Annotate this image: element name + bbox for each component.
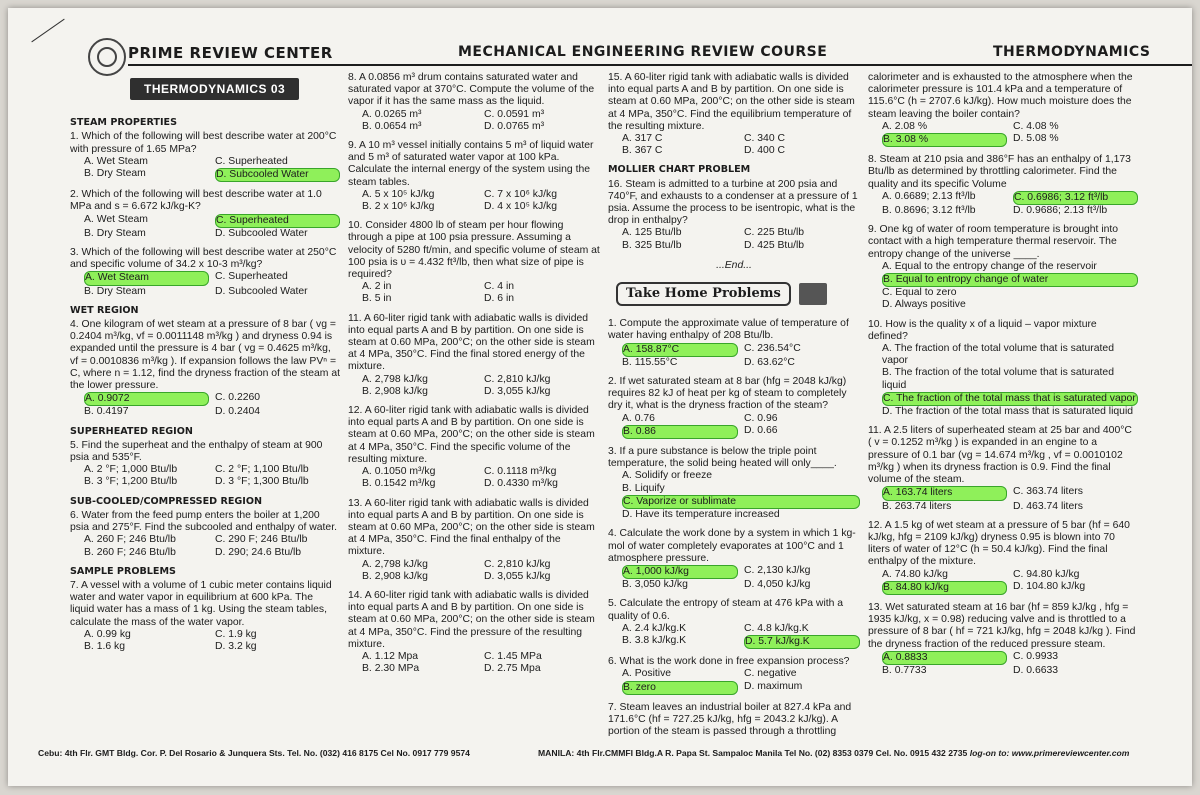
answer-option-selected[interactable]: D. 5.7 kJ/kg.K [744,635,860,649]
question [348,590,600,675]
answer-option[interactable]: B. 0.1542 m³/kg [362,478,436,490]
question-text: 13. A 60-liter rigid tank with adiabatic walls is divided into equal parts A and B by partition. On one side is steam at 0.60 MPa, 200°C; on the other side is steam at 4 MPa, 350°C. Find the final enthalpy of the mixture. [348,497,595,558]
answer-option[interactable]: A. 74.80 kJ/kg [882,568,948,580]
question [868,520,1138,595]
answer-options [348,109,600,133]
answer-options [70,392,340,418]
answer-option-selected[interactable]: A. 163.74 liters [882,486,1007,500]
question-text: 1. Which of the following will best describe water at 200°C with pressure of 1.65 MPa? [70,131,337,155]
header-rule [128,64,1192,66]
question-text: 2. Which of the following will best describe water at 1.0 MPa and s = 6.672 kJ/kg-K? [70,189,322,213]
question [608,702,860,739]
answer-option-selected[interactable]: B. 0.86 [622,425,738,439]
question-text: 11. A 2.5 liters of superheated steam at 25 bar and 400°C ( v = 0.1252 m³/kg ) is expanded in an engine to a pressure of 0.1 bar (vg = 14.674 m³/kg , vf = 0.0010102 m³/kg ) when its dryness fraction is 0.9. Find the final volume of the steam. [868,425,1132,486]
answer-option[interactable]: A. 125 Btu/lb [622,227,682,239]
question [70,580,340,653]
answer-option[interactable]: B. 2.30 MPa [362,663,420,675]
question-text: 11. A 60-liter rigid tank with adiabatic walls is divided into equal parts A and B by partition. On one side is steam at 0.60 MPa, 200°C; on the other side is steam at 4 MPa, 350°C. Find the final stored energy of the mixture. [348,312,595,373]
answer-option[interactable]: B. 3,050 kJ/kg [622,579,688,591]
answer-option[interactable]: D. 3,055 kJ/kg [484,570,551,582]
answer-option[interactable]: B. 115.55°C [622,356,678,368]
question-text: 6. Water from the feed pump enters the boiler at 1,200 psia and 275°F. Find the subcooled and enthalpy of water. [70,509,337,534]
question-text: 2. If wet saturated steam at 8 bar (hfg = 2048 kJ/kg) requires 82 kJ of heat per kg of steam to completely dry it, what is the dryness fraction of the steam? [608,376,847,412]
question-text: 13. Wet saturated steam at 16 bar (hf = 859 kJ/kg , hfg = 1935 kJ/kg, x = 0.98) reducing valve and is throttled to a pressure of 8 bar ( hf = 721 kJ/kg, hfg = 2048 kJ/kg ). Find the dryness fraction of the reduced pressure steam. [868,601,1136,650]
answer-option[interactable]: C. 7 x 10⁶ kJ/kg [484,188,557,200]
answer-option[interactable]: D. 400 C [744,145,786,157]
answer-options [608,668,860,694]
answer-options [348,189,600,213]
section-heading: STEAM PROPERTIES [70,117,178,129]
answer-option[interactable]: D. 0.2404 [215,406,261,418]
question-text: 10. How is the quality x of a liquid – vapor mixture defined? [868,318,1097,342]
answer-options [348,281,600,305]
answer-option[interactable]: D. 0.9686; 2.13 ft³/lb [1013,205,1108,217]
question-text: 7. A vessel with a volume of 1 cubic meter contains liquid water and water vapor in equilibrium at 600 kPa. The liquid water has a mass of 1 kg. Using the steam tables, calculate the mass of the water vapor. [70,579,332,628]
question [868,602,1138,677]
answer-options [608,227,860,251]
answer-option[interactable]: B. 3.8 kJ/kg.K [622,634,687,646]
answer-option[interactable]: C. 2,130 kJ/kg [744,564,811,576]
answer-option[interactable]: D. Subcooled Water [215,285,308,297]
question-text: 10. Consider 4800 lb of steam per hour flowing through a pipe at 100 psia pressure. Assuming a velocity of 5280 ft/min, and specific volume of steam at 100 psia is υ = 4.432 ft³/lb, then what size of pipe is required? [348,220,600,281]
section-heading: WET REGION [70,304,139,316]
answer-option[interactable]: A. The fraction of the total volume that is saturated vapor [882,343,1114,367]
question-text: 9. One kg of water of room temperature is brought into contact with a high temperature thermal reservoir. The entropy change of the universe ____. [868,224,1119,260]
question-text: 5. Find the superheat and the enthalpy of steam at 900 psia and 535°F. [70,439,323,464]
answer-option[interactable]: D. 2.75 Mpa [484,663,541,675]
answer-option[interactable]: C. 0.2260 [215,392,261,404]
question [70,319,340,419]
section-heading: SUB-COOLED/COMPRESSED REGION [70,495,263,507]
section-heading: SAMPLE PROBLEMS [70,565,176,577]
answer-option[interactable]: A. 2,798 kJ/kg [362,558,428,570]
answer-option[interactable]: D. 0.66 [744,424,778,436]
footer-cebu: Cebu: 4th Flr. GMT Bldg. Cor. P. Del Rosario & Junquera Sts. Tel. No. (032) 416 8175 Cel No. 0917 779 9574 [38,748,470,758]
answer-option[interactable]: B. 2 x 10⁶ kJ/kg [362,201,435,213]
answer-option[interactable]: B. Dry Steam [84,227,146,239]
answer-option[interactable]: C. 0.1118 m³/kg [484,466,557,478]
question [608,446,860,521]
footer-manila [538,748,1129,758]
answer-options [868,343,1138,418]
answer-option[interactable]: B. 1.6 kg [84,640,126,652]
answer-options [70,629,340,653]
header-right-title: THERMODYNAMICS [993,44,1151,60]
answer-option[interactable]: C. 2,810 kJ/kg [484,558,551,570]
column-4 [868,72,1138,684]
answer-option-selected[interactable]: A. 0.9072 [84,392,209,406]
answer-option[interactable]: D. 6 in [484,293,515,305]
answer-option-selected[interactable]: C. The fraction of the total mass that is saturated vapor [882,392,1138,406]
answer-options [70,534,340,558]
answer-option[interactable]: C. 340 C [744,133,786,145]
answer-options [868,569,1138,595]
answer-option[interactable]: C. 225 Btu/lb [744,227,805,239]
answer-option[interactable]: D. maximum [744,680,803,692]
answer-options [868,651,1138,677]
question [608,528,860,591]
answer-option[interactable]: B. Dry Steam [84,285,146,297]
question-text: 16. Steam is admitted to a turbine at 200 psia and 740°F, and exhausts to a condenser at a pressure of 1 psia. Assume the process to be isentropic, what is the drop in enthalpy? [608,178,858,227]
answer-option[interactable]: A. 2.08 % [882,120,928,132]
question-text: 15. A 60-liter rigid tank with adiabatic walls is divided into equal parts A and B by partition. On one side is steam at 0.60 MPa, 200°C; on the other side is steam at 4 MPa, 350°C. Find the equilibrium temperature of the resulting mixture. [608,72,855,132]
question [608,318,860,369]
answer-options [348,466,600,490]
question-text: 9. A 10 m³ vessel initially contains 5 m³ of liquid water and 5 m³ of saturated water vapor at 100 kPa. Calculate the internal energy of the system using the steam tables. [348,140,594,188]
question [348,498,600,583]
answer-option[interactable]: C. 0.0591 m³ [484,108,545,120]
question [348,405,600,490]
section-badge: THERMODYNAMICS 03 [130,78,299,100]
answer-option[interactable]: C. 236.54°C [744,342,801,354]
answer-option[interactable]: B. 0.0654 m³ [362,120,422,132]
question-text: 12. A 1.5 kg of wet steam at a pressure of 5 bar (hf = 640 kJ/kg, hfg = 2109 kJ/kg) dryness 0.95 is blown into 70 liters of water of 12°C (h = 50.4 kJ/kg). Find the final enthalpy of the mixture. [868,519,1130,568]
answer-option[interactable]: B. 0.4197 [84,406,129,418]
answer-option[interactable]: C. 0.96 [744,412,778,424]
answer-option[interactable]: C. 2 °F; 1,100 Btu/lb [215,464,309,476]
answer-option[interactable]: A. 5 x 10⁵ kJ/kg [362,188,435,200]
answer-option[interactable]: B. Dry Steam [84,168,146,180]
answer-options [70,156,340,182]
answer-option[interactable]: D. 290; 24.6 Btu/lb [215,546,302,558]
answer-option[interactable]: B. 260 F; 246 Btu/lb [84,546,176,558]
answer-option[interactable]: A. Wet Steam [84,213,148,225]
answer-option-selected[interactable]: C. 0.6986; 3.12 ft³/lb [1013,191,1138,205]
column-1 [70,72,340,660]
answer-option-selected[interactable]: D. Subcooled Water [215,168,340,182]
answer-options [608,133,860,157]
section-heading: SUPERHEATED REGION [70,425,193,437]
question-text: 6. What is the work done in free expansion process? [608,656,850,668]
question [868,319,1138,419]
answer-option[interactable]: B. 2,908 kJ/kg [362,385,428,397]
answer-option[interactable]: D. 3,055 kJ/kg [484,385,551,397]
answer-option[interactable]: D. The fraction of the total mass that is saturated liquid [882,406,1134,418]
answer-option[interactable]: D. 0.0765 m³ [484,120,545,132]
question [348,313,600,398]
take-home-banner [616,282,860,306]
question [348,220,600,305]
question-text: 3. If a pure substance is below the triple point temperature, the solid being heated will only____. [608,446,837,470]
answer-option-selected[interactable]: A. 0.8833 [882,651,1007,665]
mollier-heading: MOLLIER CHART PROBLEM [608,164,751,176]
answer-option[interactable]: A. Wet Steam [84,155,148,167]
question-text: calorimeter and is exhausted to the atmosphere when the calorimeter pressure is 101.4 kPa and a temperature of 115.6°C (h = 2707.6 kJ/kg). How much moisture does the steam leaving the boiler contain? [868,72,1133,120]
answer-option[interactable]: D. 0.6633 [1013,664,1059,676]
column-3 [608,72,860,745]
answer-option[interactable]: B. 367 C [622,145,663,157]
answer-option[interactable]: C. Superheated [215,271,288,283]
question [868,425,1138,512]
answer-option[interactable]: C. Superheated [215,155,288,167]
answer-options [348,374,600,398]
pen-mark [31,19,64,43]
answer-option[interactable]: B. 0.7733 [882,664,927,676]
answer-option[interactable]: A. Positive [622,668,672,680]
question [868,224,1138,311]
answer-options [348,559,600,583]
answer-option-selected[interactable]: B. 3.08 % [882,133,1007,147]
answer-option[interactable]: D. 4,050 kJ/kg [744,579,811,591]
answer-options [70,271,340,297]
column-2 [348,72,600,682]
question-text: 4. Calculate the work done by a system in which 1 kg-mol of water completely evaporates at 100°C and 1 atmosphere pressure. [608,528,856,564]
answer-option-selected[interactable]: A. Wet Steam [84,271,209,285]
question-text: 1. Compute the approximate value of temperature of water having enthalpy of 208 Btu/lb. [608,318,849,342]
answer-option[interactable]: B. Liquify [622,482,665,494]
question-text: 3. Which of the following will best describe water at 250°C and specific volume of 34.2 x 10-3 m³/kg? [70,247,337,271]
answer-option[interactable]: D. 0.4330 m³/kg [484,478,558,490]
question [70,189,340,240]
answer-option[interactable]: B. 263.74 liters [882,500,952,512]
answer-options [868,486,1138,512]
answer-option-selected[interactable]: A. 1,000 kJ/kg [622,565,738,579]
answer-option[interactable]: A. 0.0265 m³ [362,108,422,120]
question-text: 7. Steam leaves an industrial boiler at 827.4 kPa and 171.6°C (hf = 727.25 kJ/kg, hfg = 2043.2 kJ/kg). A portion of the steam is passed through a throttling [608,701,852,738]
question [70,510,340,559]
question [348,72,600,133]
question-text: 14. A 60-liter rigid tank with adiabatic walls is divided into equal parts A and B by partition. On one side is steam at 0.60 MPa, 200°C; on the other side is steam at 4 MPa, 350°C. Find the pressure of the resulting mixture. [348,589,595,650]
footer-site: log-on to: www.primereviewcenter.com [969,748,1130,758]
answer-option[interactable]: A. 317 C [622,133,663,145]
answer-option[interactable]: D. 104.80 kJ/kg [1013,580,1086,592]
end-marker: ...End... [716,259,752,271]
answer-option[interactable]: C. negative [744,668,797,680]
books-icon [799,283,827,305]
answer-option[interactable]: A. 1.12 Mpa [362,650,419,662]
answer-option[interactable]: A. 0.76 [622,412,655,424]
answer-option-selected[interactable]: C. Superheated [215,214,340,228]
answer-option[interactable]: A. 2.4 kJ/kg.K [622,622,687,634]
answer-option[interactable]: D. 463.74 liters [1013,500,1083,512]
answer-option-selected[interactable]: A. 158.87°C [622,343,738,357]
answer-option[interactable]: A. 0.1050 m³/kg [362,466,436,478]
answer-option[interactable]: C. 4 in [484,281,515,293]
answer-option[interactable]: B. 2,908 kJ/kg [362,570,428,582]
answer-options [868,121,1138,147]
answer-option-selected[interactable]: B. zero [622,681,738,695]
question [70,440,340,489]
answer-option[interactable]: B. 0.8696; 3.12 ft³/lb [882,205,976,217]
exam-sheet [8,8,1192,786]
answer-option[interactable]: D. 4 x 10⁵ kJ/kg [484,201,558,213]
answer-option[interactable]: C. 1.45 MPa [484,650,542,662]
answer-option[interactable]: D. Always positive [882,299,966,311]
take-home-title: Take Home Problems [616,282,791,306]
question [608,179,860,252]
question [868,154,1138,217]
question-text: 8. A 0.0856 m³ drum contains saturated water and saturated vapor at 370°C. Compute the volume of the vapor if it has the same mass as the liquid. [348,72,595,108]
answer-option[interactable]: C. 290 F; 246 Btu/lb [215,534,308,546]
answer-option[interactable]: C. 94.80 kJ/kg [1013,568,1080,580]
answer-option[interactable]: C. 0.9933 [1013,650,1059,662]
question-text: 12. A 60-liter rigid tank with adiabatic walls is divided into equal parts A and B by partition. On one side is steam at 0.60 MPa, 200°C; on the other side is steam at 4 MPa, 350°C. Find the specific volume of the resulting mixture. [348,405,595,465]
question-text: 8. Steam at 210 psia and 386°F has an enthalpy of 1,173 Btu/lb as determined by throttling calorimeter. Find the quality and its specific Volume [868,154,1131,190]
answer-option[interactable]: C. 4.8 kJ/kg.K [744,622,809,634]
footer-manila-text: MANILA: 4th Flr.CMMFI Bldg.A R. Papa St. Sampaloc Manila Tel No. (02) 8353 0379 Cel. No. 0915 432 2735 [538,748,968,758]
answer-option[interactable]: B. 325 Btu/lb [622,239,682,251]
answer-options [608,343,860,369]
question [608,376,860,439]
answer-options [70,464,340,488]
answer-option-selected[interactable]: C. Vaporize or sublimate [622,495,860,509]
answer-options [868,191,1138,217]
answer-option[interactable]: B. 5 in [362,293,392,305]
answer-option[interactable]: D. 5.08 % [1013,133,1059,145]
answer-option[interactable]: D. 63.62°C [744,356,795,368]
answer-option[interactable]: A. 0.6689; 2.13 ft³/lb [882,190,976,202]
answer-options [608,470,860,521]
answer-option[interactable]: A. 0.99 kg [84,628,131,640]
answer-option-selected[interactable]: B. 84.80 kJ/kg [882,581,1007,595]
answer-option[interactable]: C. 4.08 % [1013,120,1059,132]
question-continued [868,72,1138,147]
question [608,72,860,157]
answer-option[interactable]: A. Solidify or freeze [622,470,713,482]
answer-options [70,214,340,240]
header-middle-title: MECHANICAL ENGINEERING REVIEW COURSE [458,44,828,60]
answer-option[interactable]: B. 3 °F; 1,200 Btu/lb [84,476,178,488]
answer-options [608,413,860,439]
prime-logo-icon [88,38,126,76]
answer-options [348,651,600,675]
answer-option[interactable]: D. Have its temperature increased [622,509,780,521]
answer-option[interactable]: D. Subcooled Water [215,227,308,239]
question [70,247,340,298]
question [608,656,860,695]
answer-option[interactable]: A. 2,798 kJ/kg [362,373,428,385]
answer-option-selected[interactable]: B. Equal to entropy change of water [882,273,1138,287]
answer-option[interactable]: D. 3 °F; 1,300 Btu/lb [215,476,309,488]
answer-options [608,565,860,591]
answer-option[interactable]: C. 1.9 kg [215,628,257,640]
header-left-title: PRIME REVIEW CENTER [128,44,333,62]
answer-options [868,261,1138,312]
answer-option[interactable]: A. Equal to the entropy change of the reservoir [882,260,1097,272]
answer-option[interactable]: C. Equal to zero [882,287,957,299]
question-text: 5. Calculate the entropy of steam at 476 kPa with a quality of 0.6. [608,598,844,622]
answer-option[interactable]: C. 2,810 kJ/kg [484,373,551,385]
answer-option[interactable]: C. 363.74 liters [1013,486,1083,498]
answer-option[interactable]: A. 260 F; 246 Btu/lb [84,534,176,546]
answer-options [608,623,860,649]
question [70,131,340,182]
answer-option[interactable]: D. 425 Btu/lb [744,239,805,251]
question-text: 4. One kilogram of wet steam at a pressure of 8 bar ( vg = 0.2404 m³/kg, vf = 0.0011148 m³/kg ) and dryness 0.94 is expanded until the pressure is 4 bar ( vg = 0.4625 m³/kg, vf = 0.0010836 m³/kg ). If expansion follows the law PVⁿ = C, where n = 1.12, find the dryness fraction of the steam at the lower pressure. [70,319,341,392]
question [348,140,600,213]
answer-option[interactable]: A. 2 in [362,281,392,293]
answer-option[interactable]: A. 2 °F; 1,000 Btu/lb [84,464,178,476]
answer-option[interactable]: D. 3.2 kg [215,640,257,652]
answer-option[interactable]: B. The fraction of the total volume that is saturated liquid [882,367,1114,391]
question [608,598,860,649]
